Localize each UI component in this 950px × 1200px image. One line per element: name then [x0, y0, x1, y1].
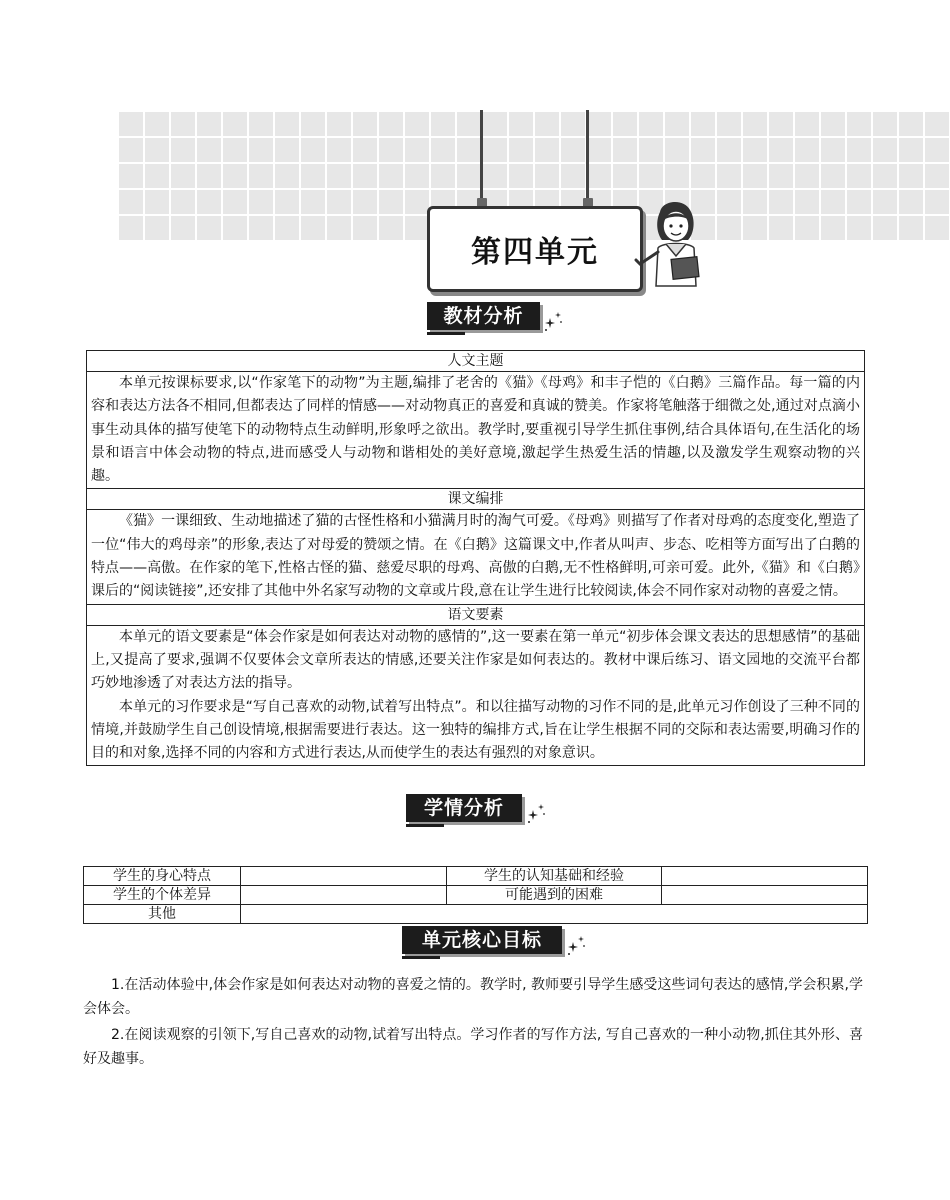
teacher-illustration-icon: [632, 198, 712, 290]
sparkle-icon: [565, 934, 587, 956]
goal-item: 1.在活动体验中,体会作家是如何表达对动物的喜爱之情的。教学时, 教师要引导学生感受这些词句表达的感情,学会积累,学会体会。: [83, 977, 863, 1017]
section-tag-underline: [427, 332, 465, 335]
table-label: 学生的个体差异: [84, 886, 241, 905]
text-arrangement-paragraph: 《猫》一课细致、生动地描述了猫的古怪性格和小猫满月时的淘气可爱。《母鸡》则描写了作者对母鸡的态度变化,塑造了一位“伟大的鸡母亲”的形象,表达了对母爱的赞颂之情。在《白鹅》这篇课文中,作者从叫声、步态、吃相等方面写出了白鹅的特点——高傲。在作家的笔下,性格古怪的猫、慈爱尽职的母鸡、高傲的白鹅,无不性格鲜明,可亲可爱。此外,《猫》和《白鹅》课后的“阅读链接”,还安排了其他中外名家写动物的文章或片段,意在让学生进行比较阅读,体会不同作家对动物的喜爱之情。: [91, 513, 860, 600]
humanistic-theme-heading: 人文主题: [87, 351, 864, 372]
table-row: [84, 905, 868, 924]
section-tag-textbook-analysis: 教材分析: [427, 302, 540, 330]
section-tag-underline: [406, 824, 444, 827]
goal-item: 2.在阅读观察的引领下,写自己喜欢的动物,试着写出特点。学习作者的写作方法, 写自己喜欢的一种小动物,抓住其外形、喜好及趣事。: [83, 1027, 863, 1067]
table-cell-editable[interactable]: [241, 905, 868, 924]
table-label: 其他: [84, 905, 241, 924]
banner-rope-left: [480, 110, 483, 208]
sparkle-icon: [542, 310, 564, 332]
banner-rope-right: [586, 110, 589, 208]
language-elements-paragraph: 本单元的语文要素是“体会作家是如何表达对动物的感情的”,这一要素在第一单元“初步体会课文表达的思想感情”的基础上,又提高了要求,强调不仅要体会文章所表达的情感,还要关注作家是如何表达的。教材中课后练习、语文园地的交流平台都巧妙地渗透了对表达方法的指导。: [91, 628, 860, 692]
text-arrangement-heading: 课文编排: [87, 489, 864, 510]
unit-title-board: [427, 206, 643, 292]
humanistic-theme-body: [87, 372, 864, 489]
table-cell-editable[interactable]: [662, 867, 868, 886]
student-analysis-table: [83, 866, 868, 924]
table-label: 学生的认知基础和经验: [447, 867, 662, 886]
table-label: 可能遇到的困难: [447, 886, 662, 905]
table-cell-editable[interactable]: [241, 886, 447, 905]
table-row: [84, 867, 868, 886]
text-arrangement-body: [87, 510, 864, 604]
humanistic-theme-paragraph: 本单元按课标要求,以“作家笔下的动物”为主题,编排了老舍的《猫》《母鸡》和丰子恺的《白鹅》三篇作品。每一篇的内容和表达方法各不相同,但都表达了同样的情感——对动物真正的喜爱和真诚的赞美。作家将笔触落于细微之处,通过对点滴小事生动具体的描写使笔下的动物特点生动鲜明,形象呼之欲出。教学时,要重视引导学生抓住事例,结合具体语句,在生活化的场景和语言中体会动物的特点,进而感受人与动物和谐相处的美好意境,激起学生热爱生活的情趣,以及激发学生观察动物的兴趣。: [91, 375, 860, 485]
language-elements-heading: 语文要素: [87, 605, 864, 626]
table-cell-editable[interactable]: [241, 867, 447, 886]
section-tag-student-analysis: 学情分析: [406, 794, 522, 822]
sparkle-icon: [525, 802, 547, 824]
table-label: 学生的身心特点: [84, 867, 241, 886]
section-tag-core-goals: 单元核心目标: [402, 926, 562, 954]
section-tag-underline: [402, 956, 440, 959]
table-row: [84, 886, 868, 905]
language-elements-body: [87, 626, 864, 766]
unit-title: 第四单元: [471, 235, 599, 270]
textbook-analysis-table: [86, 350, 865, 766]
core-goals-list: [83, 974, 863, 1074]
table-cell-editable[interactable]: [662, 886, 868, 905]
language-elements-paragraph: 本单元的习作要求是“写自己喜欢的动物,试着写出特点”。和以往描写动物的习作不同的是,此单元习作创设了三种不同的情境,并鼓励学生自己创设情境,根据需要进行表达。这一独特的编排方式,旨在让学生根据不同的交际和表达需要,明确习作的目的和对象,选择不同的内容和方式进行表达,从而使学生的表达有强烈的对象意识。: [91, 698, 860, 762]
